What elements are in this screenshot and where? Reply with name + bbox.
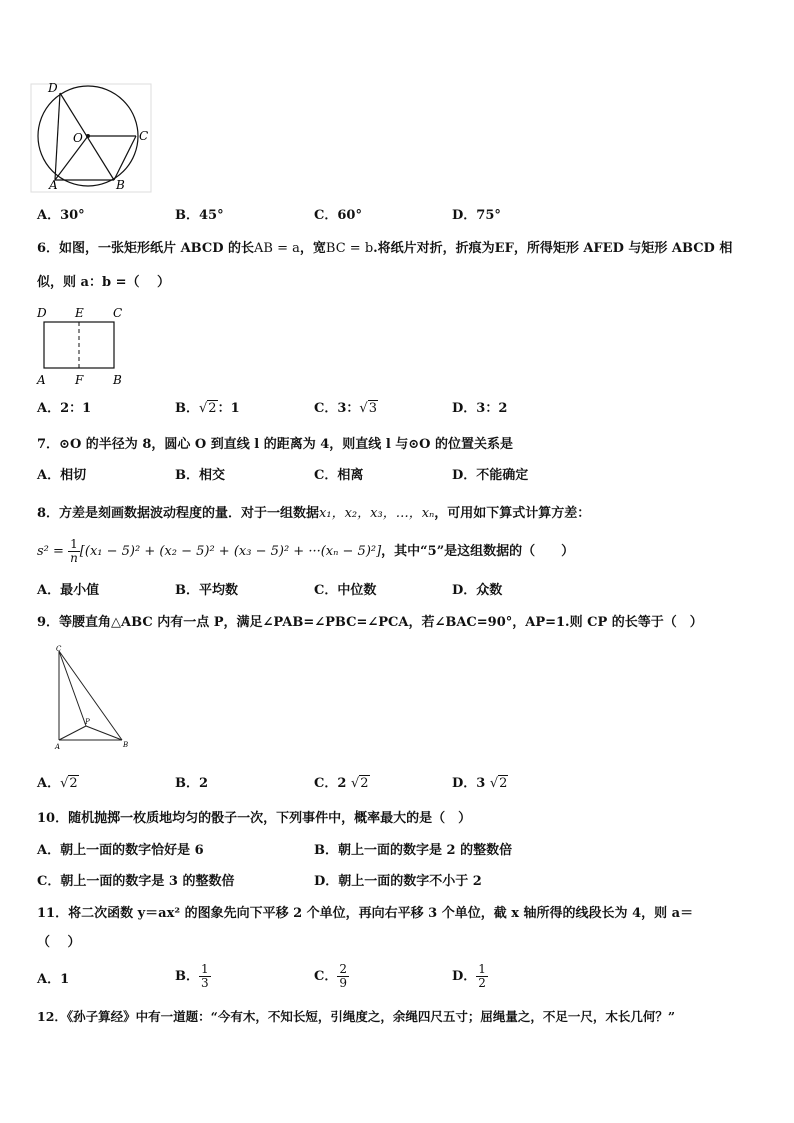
q6-label-e: E — [75, 306, 84, 320]
q7-stem: 7．⊙O 的半径为 8，圆心 O 到直线 l 的距离为 4，则直线 l 与⊙O 的位置关系是 — [37, 437, 514, 452]
q10-option-d[interactable]: D．朝上一面的数字不小于 2 — [314, 874, 482, 889]
q5-label-c: C — [139, 129, 149, 143]
q11-stem-line2: （ ） — [37, 935, 81, 950]
q9-option-c[interactable]: C．2 √2 — [314, 776, 369, 791]
q7-option-b[interactable]: B．相交 — [175, 468, 226, 483]
q9-label-b: B — [123, 741, 129, 749]
q5-option-b[interactable]: B．45° — [175, 208, 224, 223]
q8-fraction-1-over-n: $\frac{1}{n}$ — [70, 537, 78, 565]
q9-label-a: A — [55, 743, 61, 751]
q11-option-c[interactable]: C． $\frac{2}{9}$ — [314, 962, 347, 990]
q5-chord-ao — [55, 136, 88, 180]
q11-fraction-d: $\frac{1}{2}$ — [478, 962, 486, 990]
q9-segment-ap — [59, 726, 86, 740]
q11-fraction-c: $\frac{2}{9}$ — [339, 962, 347, 990]
q6-option-c[interactable]: C．3：√3 — [314, 401, 377, 416]
q6-label-a: A — [37, 373, 46, 386]
q5-diameter-ac-vertical — [55, 93, 60, 180]
q6-rectangle-figure — [30, 304, 130, 386]
q10-option-a[interactable]: A．朝上一面的数字恰好是 6 — [37, 843, 204, 858]
q6-label-d: D — [37, 306, 47, 320]
q6-option-b[interactable]: B．√2：1 — [175, 401, 240, 416]
q5-circle-figure — [30, 76, 155, 194]
q9-option-a[interactable]: A．√2 — [37, 776, 78, 791]
q9-stem: 9．等腰直角△ABC 内有一点 P，满足∠PAB=∠PBC=∠PCA，若∠BAC=90°，AP=1.则 CP 的长等于（ ） — [37, 615, 703, 630]
q11-option-a[interactable]: A．1 — [37, 972, 70, 987]
sqrt-symbol: √2 — [60, 776, 78, 791]
q10-stem: 10．随机抛掷一枚质地均匀的骰子一次，下列事件中，概率最大的是（ ） — [37, 811, 472, 826]
q6-stem-line2: 似，则 a：b =（ ） — [37, 275, 170, 290]
sqrt-symbol: √2 — [350, 776, 369, 791]
q5-option-c[interactable]: C．60° — [314, 208, 362, 223]
q8-option-d[interactable]: D．众数 — [452, 583, 503, 598]
q5-label-b: B — [116, 178, 125, 192]
q7-option-c[interactable]: C．相离 — [314, 468, 364, 483]
q9-option-d[interactable]: D．3 √2 — [452, 776, 508, 791]
q8-option-c[interactable]: C．中位数 — [314, 583, 377, 598]
q7-option-a[interactable]: A．相切 — [37, 468, 87, 483]
q11-stem-line1: 11．将二次函数 y＝ax² 的图象先向下平移 2 个单位，再向右平移 3 个单位，截 x 轴所得的线段长为 4，则 a＝ — [37, 906, 694, 921]
q11-option-d[interactable]: D． $\frac{1}{2}$ — [452, 962, 486, 990]
sqrt-symbol: √2 — [199, 401, 217, 416]
q6-label-b: B — [113, 373, 122, 386]
q12-stem: 12．《孙子算经》中有一道题：“今有木，不知长短，引绳度之，余绳四尺五寸；屈绳量之，不足一尺，木长几何？” — [37, 1009, 676, 1024]
sqrt-symbol: √2 — [489, 776, 508, 791]
q8-option-b[interactable]: B．平均数 — [175, 583, 239, 598]
q6-label-f: F — [75, 373, 84, 386]
q8-stem: 8．方差是刻画数据波动程度的量．对于一组数据x₁，x₂，x₃，…，xₙ，可用如下算式计算方差： — [37, 506, 591, 521]
q9-option-b[interactable]: B．2 — [175, 776, 209, 791]
q7-option-d[interactable]: D．不能确定 — [452, 468, 529, 483]
q9-label-c: C — [56, 645, 62, 653]
q11-option-b[interactable]: B． $\frac{1}{3}$ — [175, 962, 209, 990]
q6-option-d[interactable]: D．3：2 — [452, 401, 508, 416]
q5-center-point — [86, 134, 90, 138]
q10-option-c[interactable]: C．朝上一面的数字是 3 的整数倍 — [37, 874, 235, 889]
q5-label-a: A — [49, 178, 58, 192]
q9-side-bc — [59, 651, 122, 740]
q9-triangle-figure — [50, 643, 135, 753]
q8-variance-formula: s² = $\frac{1}{n}$ [(x₁ − 5)² + (x₂ − 5)² + (x₃ − 5)² + ···(xₙ − 5)²]，其中“5”是这组数据的（ ） — [37, 537, 575, 565]
q6-option-a[interactable]: A．2：1 — [37, 401, 92, 416]
q5-option-a[interactable]: A．30° — [37, 208, 85, 223]
q8-option-a[interactable]: A．最小值 — [37, 583, 100, 598]
q6-label-c: C — [113, 306, 123, 320]
q6-stem-line1: 6．如图，一张矩形纸片 ABCD 的长AB = a，宽BC = b.将纸片对折，折痕为EF，所得矩形 AFED 与矩形 ABCD 相 — [37, 241, 733, 256]
q5-label-d: D — [48, 81, 58, 95]
q11-fraction-b: $\frac{1}{3}$ — [201, 962, 209, 990]
q5-label-o: O — [73, 131, 83, 145]
q9-segment-cp — [59, 651, 86, 726]
sqrt-symbol: √3 — [359, 401, 377, 416]
q9-label-p: P — [85, 718, 90, 726]
q5-option-d[interactable]: D．75° — [452, 208, 501, 223]
q10-option-b[interactable]: B．朝上一面的数字是 2 的整数倍 — [314, 843, 513, 858]
